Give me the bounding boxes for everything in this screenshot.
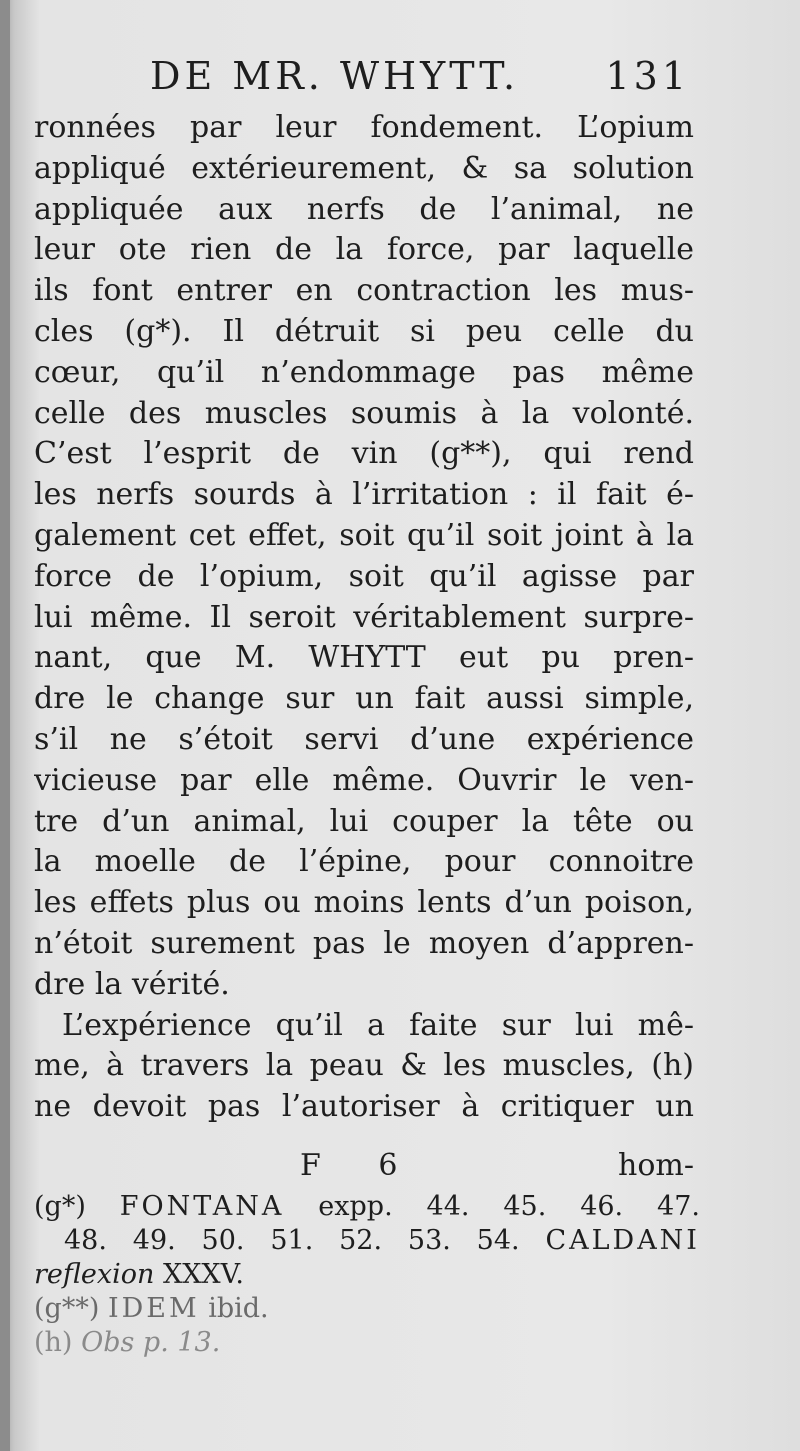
text-line: cles (g*). Il détruit si peu celle du [34,313,694,349]
footnote-roman: XXXV. [162,1259,245,1290]
signature-catchword-line [34,1144,694,1188]
text-line: nant, que M. WHYTT eut pu pren- [34,640,694,676]
signature-mark: F 6 [300,1148,422,1183]
text-line: galement cet effet, soit qu’il soit joint à la [34,517,694,553]
spine-shadow [0,0,10,1451]
footnote-refs: 48. 49. 50. 51. 52. 53. 54. [64,1225,520,1256]
text-line: cœur, qu’il n’endommage pas même [34,354,694,390]
text-line: L’expérience qu’il a faite sur lui mê- [62,1007,694,1043]
text-line: ils font entrer en contraction les mus- [34,273,694,309]
footnote-author: FONTANA [119,1191,285,1222]
footnote-g1-line3 [34,1258,700,1292]
text-line: vicieuse par elle même. Ouvrir le ven- [34,762,694,798]
footnote-mark: (g**) [34,1293,100,1324]
text-line: tre d’un animal, lui couper la tête ou [34,803,694,839]
text-line: C’est l’esprit de vin (g**), qui rend [34,436,694,472]
text-line: s’il ne s’étoit servi d’une expérience [34,721,694,757]
footnote-g2 [34,1292,700,1326]
text-line: me, à travers la peau & les muscles, (h) [34,1048,694,1084]
text-line: n’étoit surement pas le moyen d’appren- [34,925,694,961]
catchword: hom- [618,1148,694,1183]
text-line: force de l’opium, soit qu’il agisse par [34,558,694,594]
text-line: lui même. Il seroit véritablement surpre- [34,599,694,635]
footnote-mark: (g*) [34,1191,86,1222]
text-line: celle des muscles soumis à la volonté. [34,395,694,431]
footnote-italic: reflexion [34,1259,155,1290]
text-line: les nerfs sourds à l’irritation : il fait é- [34,477,694,513]
text-line: leur ote rien de la force, par laquelle [34,232,694,268]
footnotes [34,1190,700,1360]
footnote-g1-line2 [34,1224,700,1258]
footnote-mark: (h) [34,1327,73,1358]
text-line: les effets plus ou moins lents d’un poison, [34,885,694,921]
footnote-ref: Obs p. 13. [81,1327,221,1358]
body-text [34,108,694,1128]
footnote-author: IDEM [107,1293,200,1324]
footnote-refs: expp. 44. 45. 46. 47. [318,1191,700,1222]
footnote-h [34,1326,700,1360]
text-line: la moelle de l’épine, pour connoitre [34,844,694,880]
running-header [150,52,690,100]
text-line: ne devoit pas l’autoriser à critiquer un [34,1089,694,1125]
text-line: appliqué extérieurement, & sa solution [34,150,694,186]
footnote-ref: ibid. [208,1293,269,1324]
text-line: ronnées par leur fondement. L’opium [34,110,694,145]
footnote-g1-line1 [34,1190,700,1224]
page-number: 131 [605,54,690,98]
footnote-author: CALDANI [545,1225,700,1256]
text-line: appliquée aux nerfs de l’animal, ne [34,191,694,227]
text-line: dre la vérité. [34,966,230,1002]
running-title: DE MR. WHYTT. [150,54,520,98]
text-line: dre le change sur un fait aussi simple, [34,681,694,717]
